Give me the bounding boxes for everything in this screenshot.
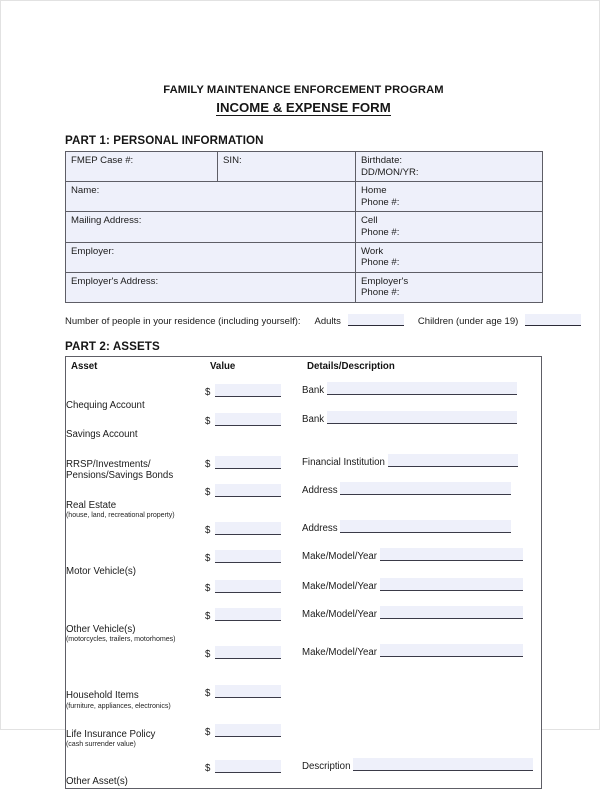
- asset-value-cell: [205, 520, 302, 548]
- adults-input[interactable]: [348, 314, 404, 326]
- asset-detail-cell: [302, 382, 556, 412]
- asset-label-cell: [66, 749, 205, 788]
- currency-symbol: $: [205, 553, 211, 565]
- field-cell-phone[interactable]: [356, 212, 543, 242]
- currency-symbol: $: [205, 458, 211, 470]
- asset-value-cell: [205, 606, 302, 645]
- field-sin[interactable]: [218, 152, 356, 182]
- asset-detail-cell: [302, 672, 556, 711]
- field-employer[interactable]: [66, 242, 356, 272]
- field-label: Birthdate:: [361, 155, 403, 166]
- field-birthdate[interactable]: [356, 152, 543, 182]
- asset-value-input[interactable]: [215, 484, 281, 497]
- asset-detail-cell: [302, 548, 556, 578]
- asset-detail-input[interactable]: [380, 548, 523, 561]
- asset-detail-input[interactable]: [327, 382, 517, 395]
- asset-value-cell: [205, 672, 302, 711]
- asset-label-cell: [66, 644, 205, 672]
- currency-symbol: $: [205, 582, 211, 594]
- asset-description: (house, land, recreational property): [66, 511, 175, 520]
- asset-value-cell: [205, 578, 302, 606]
- asset-detail-input[interactable]: [340, 520, 511, 533]
- asset-value-input[interactable]: [215, 384, 281, 397]
- detail-label: Bank: [302, 384, 325, 396]
- asset-value-input[interactable]: [215, 413, 281, 426]
- table-row: [66, 242, 543, 272]
- field-fmep-case-number[interactable]: [66, 152, 218, 182]
- asset-label-cell: [66, 606, 205, 645]
- asset-label-cell: [66, 482, 205, 521]
- asset-name: Chequing Account: [66, 399, 145, 411]
- table-row: [66, 382, 556, 412]
- asset-value-cell: [205, 411, 302, 441]
- field-employer-address[interactable]: [66, 272, 356, 302]
- asset-description: (cash surrender value): [66, 740, 136, 749]
- residence-prompt: Number of people in your residence (including yourself):: [65, 315, 301, 327]
- form-sheet: [65, 1, 542, 789]
- table-row: [66, 152, 543, 182]
- detail-label: Description: [302, 761, 351, 773]
- currency-symbol: $: [205, 649, 211, 661]
- asset-name: Household Items: [66, 690, 139, 702]
- currency-symbol: $: [205, 726, 211, 738]
- field-home-phone[interactable]: [356, 182, 543, 212]
- column-header-value: Value: [210, 360, 236, 372]
- assets-table-frame: [65, 356, 542, 789]
- table-row: [66, 578, 556, 606]
- asset-detail-input[interactable]: [340, 482, 511, 495]
- asset-label-cell: [66, 520, 205, 548]
- asset-value-cell: [205, 441, 302, 482]
- field-label: Employer's: [361, 275, 409, 287]
- asset-label-cell: [66, 711, 205, 750]
- asset-name: RRSP/Investments/: [66, 458, 151, 470]
- table-row: [66, 711, 556, 750]
- children-label: Children (under age 19): [417, 315, 519, 327]
- asset-detail-cell: [302, 644, 556, 672]
- field-label-secondary: Phone #:: [361, 196, 400, 208]
- asset-detail-cell: [302, 441, 556, 482]
- personal-information-table: [65, 151, 543, 303]
- asset-value-cell: [205, 482, 302, 521]
- field-label-secondary: Phone #:: [361, 257, 400, 269]
- currency-symbol: $: [205, 386, 211, 398]
- asset-value-input[interactable]: [215, 685, 281, 698]
- table-row: [66, 482, 556, 521]
- asset-name: Motor Vehicle(s): [66, 566, 136, 578]
- detail-label: Address: [302, 523, 338, 535]
- asset-detail-cell: [302, 411, 556, 441]
- table-row: [66, 644, 556, 672]
- field-work-phone[interactable]: [356, 242, 543, 272]
- asset-label-cell: [66, 411, 205, 441]
- form-title-block: [65, 1, 542, 116]
- asset-detail-cell: [302, 482, 556, 521]
- adults-label: Adults: [314, 315, 341, 327]
- table-row: [66, 212, 543, 242]
- asset-value-cell: [205, 382, 302, 412]
- asset-value-cell: [205, 548, 302, 578]
- column-header-details: Details/Description: [307, 360, 395, 372]
- table-row: [66, 182, 543, 212]
- asset-detail-cell: [302, 520, 556, 548]
- detail-label: Financial Institution: [302, 456, 385, 468]
- asset-detail-cell: [302, 711, 556, 750]
- asset-value-cell: [205, 711, 302, 750]
- asset-detail-cell: [302, 749, 556, 788]
- field-label: Home: [361, 185, 387, 197]
- asset-name: Savings Account: [66, 429, 138, 441]
- asset-detail-cell: [302, 606, 556, 645]
- asset-value-input[interactable]: [215, 580, 281, 593]
- asset-value-cell: [205, 644, 302, 672]
- field-label-secondary: Phone #:: [361, 287, 400, 299]
- asset-detail-input[interactable]: [327, 411, 517, 424]
- field-label-secondary: DD/MON/YR:: [361, 166, 419, 178]
- asset-name-line2: Pensions/Savings Bonds: [66, 470, 174, 482]
- field-label: Mailing Address:: [71, 215, 142, 227]
- form-title-secondary-text: INCOME & EXPENSE FORM: [216, 100, 391, 115]
- field-label: Name:: [71, 185, 100, 197]
- asset-name: Other Asset(s): [66, 776, 128, 788]
- table-row: [66, 672, 556, 711]
- asset-label-cell: [66, 548, 205, 578]
- form-title-secondary: [65, 99, 542, 116]
- form-title-primary: FAMILY MAINTENANCE ENFORCEMENT PROGRAM: [163, 84, 444, 96]
- asset-detail-input[interactable]: [380, 644, 523, 657]
- asset-name: Real Estate: [66, 499, 117, 511]
- field-label: Cell: [361, 215, 378, 227]
- currency-symbol: $: [205, 610, 211, 622]
- asset-detail-input[interactable]: [353, 758, 533, 771]
- asset-label-cell: [66, 578, 205, 606]
- asset-value-input[interactable]: [215, 456, 281, 469]
- asset-description: (furniture, appliances, electronics): [66, 701, 171, 710]
- table-row: [66, 749, 556, 788]
- table-row: [66, 520, 556, 548]
- asset-value-input[interactable]: [215, 522, 281, 535]
- table-row: [66, 441, 556, 482]
- table-row: [66, 606, 556, 645]
- asset-label-cell: [66, 382, 205, 412]
- children-input[interactable]: [525, 314, 581, 326]
- field-label-secondary: Phone #:: [361, 226, 400, 238]
- currency-symbol: $: [205, 763, 211, 775]
- asset-label-cell: [66, 672, 205, 711]
- table-row: [66, 548, 556, 578]
- currency-symbol: $: [205, 525, 211, 537]
- asset-value-input[interactable]: [215, 724, 281, 737]
- assets-table-header-row: [66, 357, 556, 382]
- currency-symbol: $: [205, 486, 211, 498]
- table-row: [66, 411, 556, 441]
- field-employer-phone[interactable]: [356, 272, 543, 302]
- detail-label: Make/Model/Year: [302, 551, 378, 563]
- asset-name: Other Vehicle(s): [66, 623, 136, 635]
- asset-detail-input[interactable]: [380, 606, 523, 619]
- asset-value-input[interactable]: [215, 608, 281, 621]
- part1-heading: PART 1: PERSONAL INFORMATION: [65, 134, 264, 147]
- asset-detail-input[interactable]: [380, 578, 523, 591]
- field-label: Work: [361, 245, 384, 257]
- detail-label: Make/Model/Year: [302, 580, 378, 592]
- asset-detail-cell: [302, 578, 556, 606]
- asset-value-input[interactable]: [215, 646, 281, 659]
- field-label: FMEP Case #:: [71, 155, 134, 166]
- column-header-asset: Asset: [71, 360, 98, 372]
- asset-name: Life Insurance Policy: [66, 728, 156, 740]
- asset-value-cell: [205, 749, 302, 788]
- field-mailing-address[interactable]: [66, 212, 356, 242]
- table-row: [66, 272, 543, 302]
- asset-value-input[interactable]: [215, 760, 281, 773]
- assets-table: [66, 357, 556, 788]
- residence-occupancy-line: [65, 314, 542, 328]
- detail-label: Make/Model/Year: [302, 608, 378, 620]
- field-label: SIN:: [223, 155, 242, 166]
- asset-description: (motorcycles, trailers, motorhomes): [66, 635, 176, 644]
- asset-value-input[interactable]: [215, 550, 281, 563]
- detail-label: Make/Model/Year: [302, 647, 378, 659]
- detail-label: Bank: [302, 414, 325, 426]
- currency-symbol: $: [205, 688, 211, 700]
- asset-detail-input[interactable]: [388, 454, 518, 467]
- field-label: Employer:: [71, 245, 115, 257]
- asset-label-cell: [66, 441, 205, 482]
- part2-heading: PART 2: ASSETS: [65, 339, 160, 353]
- currency-symbol: $: [205, 416, 211, 428]
- field-name[interactable]: [66, 182, 356, 212]
- field-label: Employer's Address:: [71, 275, 159, 287]
- detail-label: Address: [302, 484, 338, 496]
